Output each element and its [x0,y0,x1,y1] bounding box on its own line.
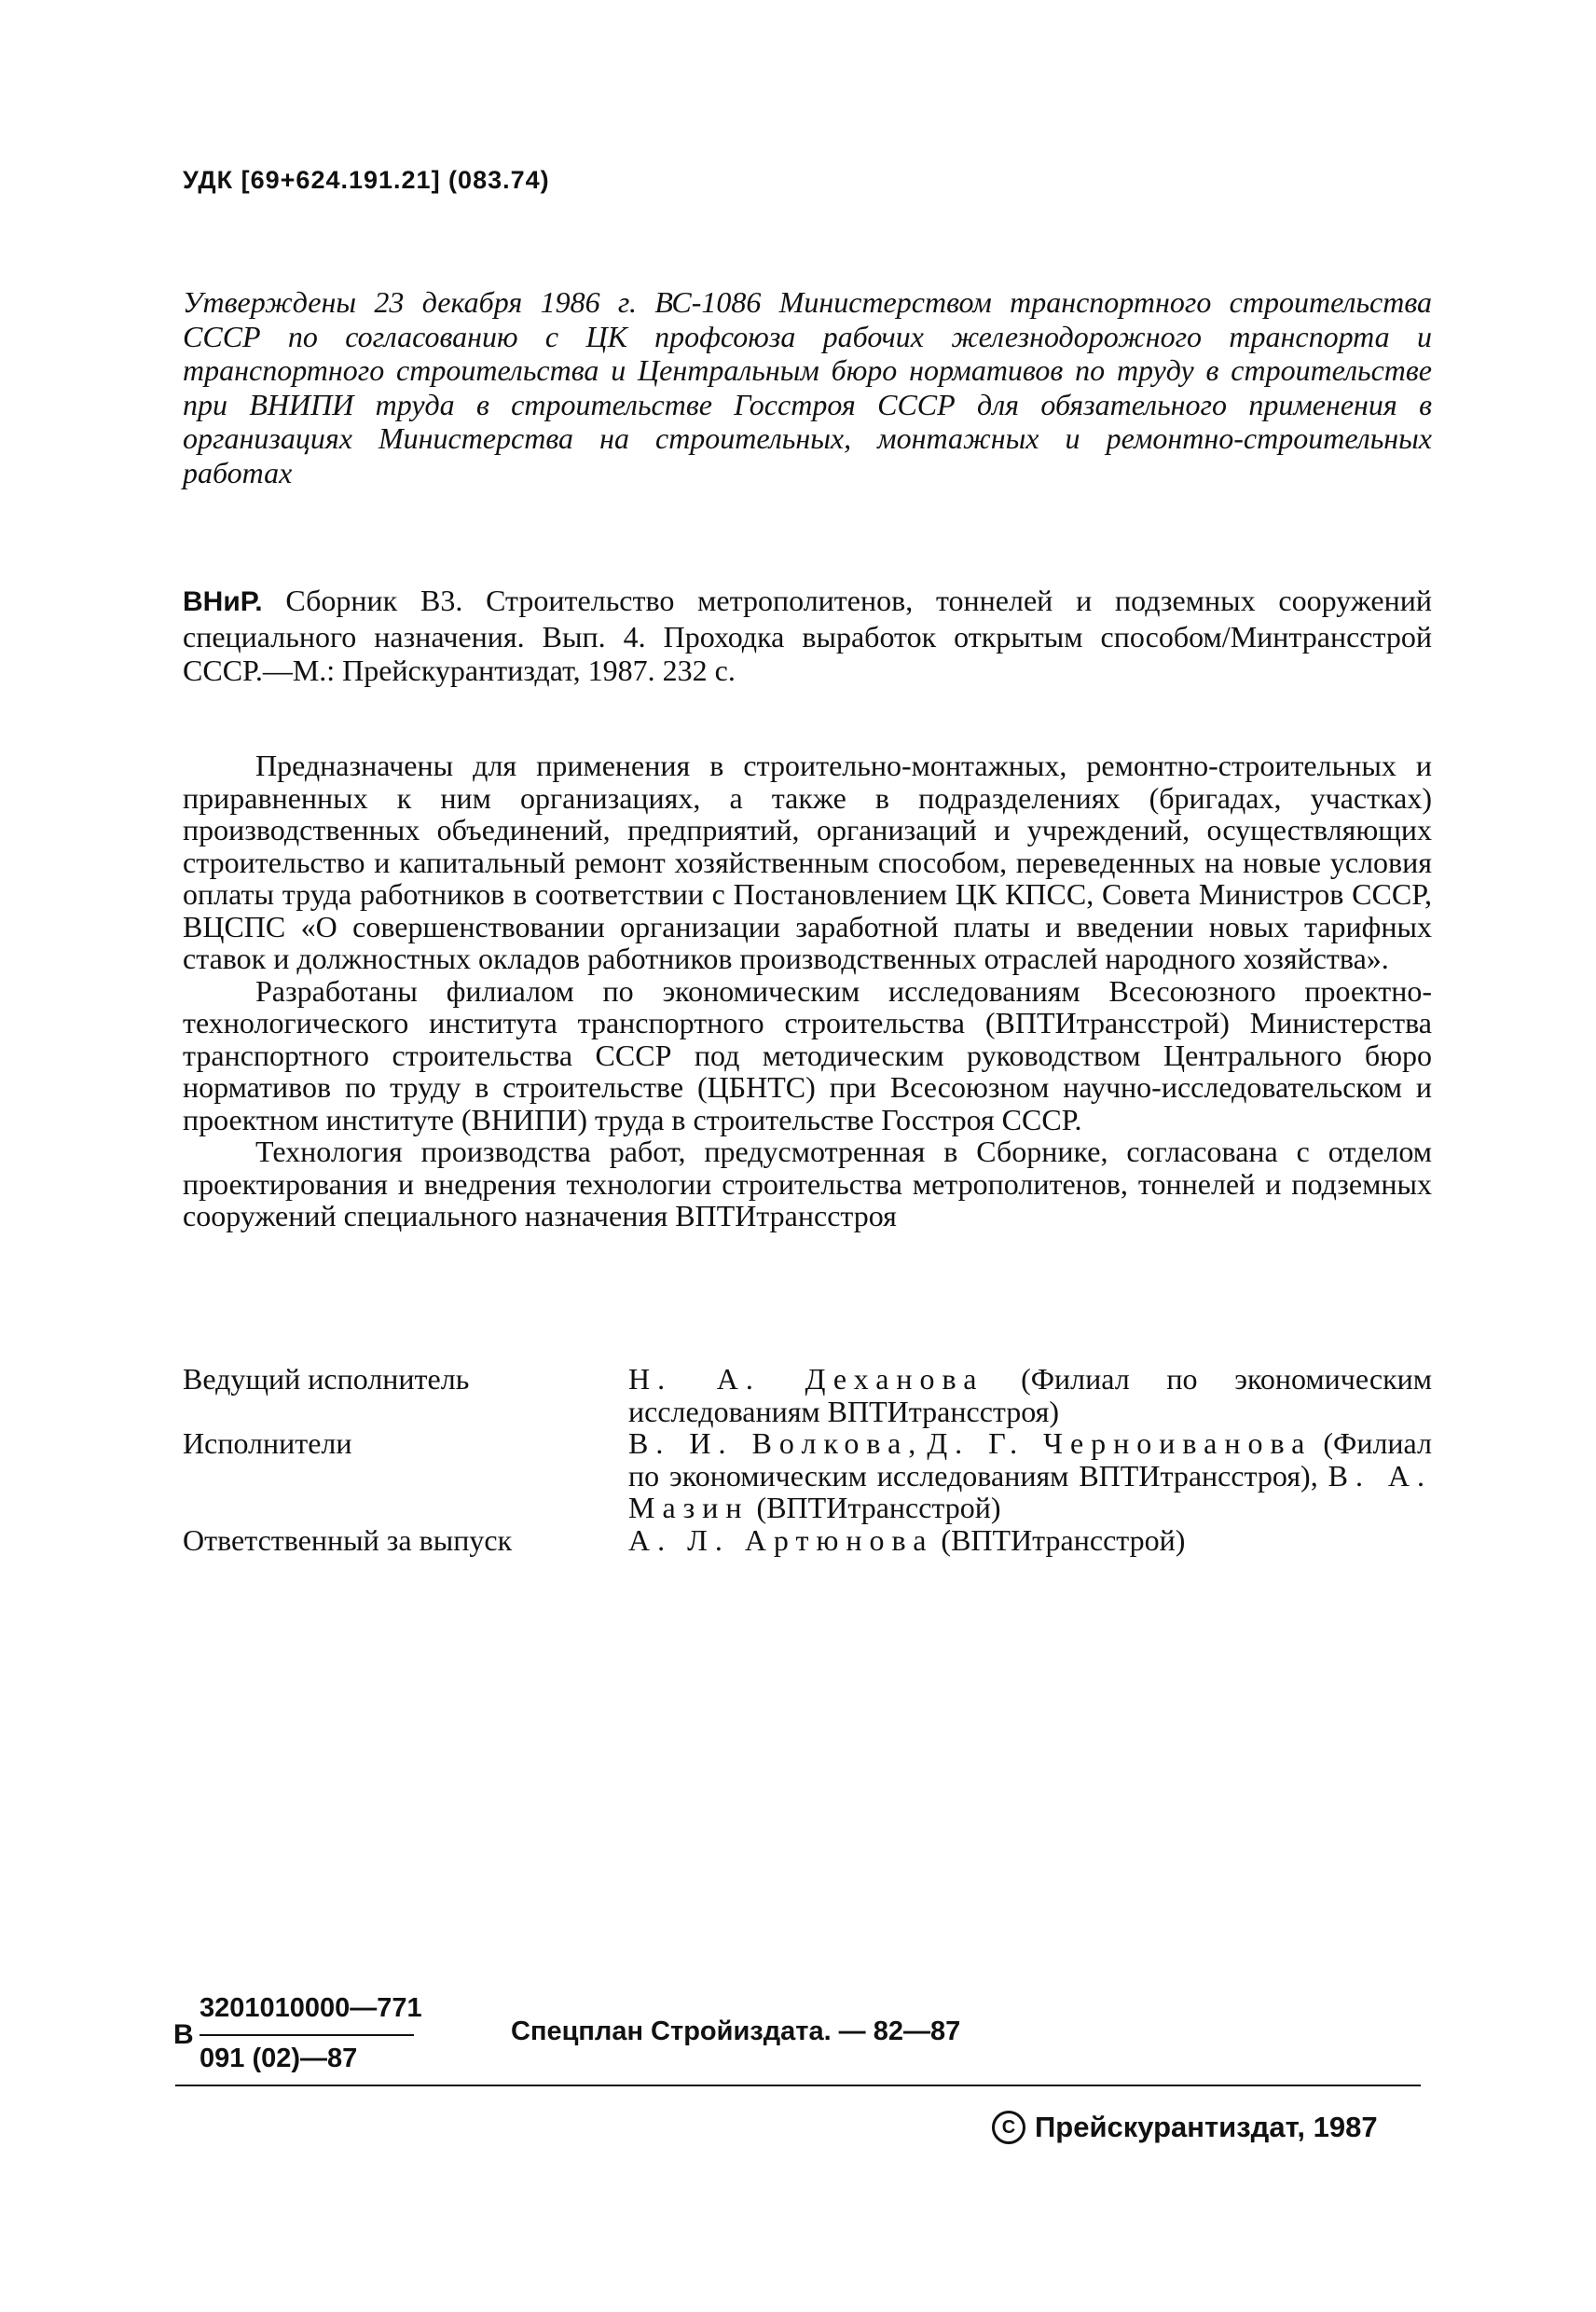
credit-value-responsible [628,1524,1432,1557]
catalog-denominator: 091 (02)—87 [200,2044,358,2073]
executor-name-1: В. И. Волкова [628,1426,909,1460]
responsible-name: А. Л. Артюнова [628,1522,934,1557]
credit-row-executors [183,1427,1432,1524]
bibliography-lead: ВНиР. [183,586,263,617]
executor-name-3: В. А. Мазин [628,1458,1433,1524]
udk-code: УДК [69+624.191.21] (083.74) [183,166,550,194]
copyright-icon: C [992,2111,1025,2144]
responsible-org: (ВПТИтрансстрой) [933,1522,1186,1557]
fraction-line [200,2034,414,2036]
catalog-letter: В [173,2019,194,2050]
approval-statement: Утверждены 23 декабря 1986 г. ВС-1086 Министерством транспортного строительства СССР по согласованию с ЦК профсоюза рабочих железнодорожного транспорта и транспортного строительства и Центральным бюро нормативов по труду в строительстве при ВНИПИ труда в строительстве Госстроя СССР для обязательного применения в организациях Министерства на строительных, монтажных и ремонтно-строительных работах [183,285,1432,489]
copyright-line [992,2111,1378,2144]
footer-divider [175,2085,1421,2086]
credit-row-lead [183,1363,1432,1427]
paragraph-technology: Технология производства работ, предусмотренная в Сборнике, согласована с отделом проектирования и внедрения технологии строительства метрополитенов, тоннелей и подземных сооружений специального назначения ВПТИтрансстроя [183,1135,1432,1232]
lead-executor-name: Н. А. Деханова [628,1362,984,1396]
credit-value-lead [628,1363,1432,1427]
lead-executor-org: (Филиал по экономическим исследованиям ВПТИтрансстроя) [628,1362,1433,1428]
copyright-text: Прейскурантиздат, 1987 [1035,2111,1378,2143]
credit-value-executors [628,1427,1432,1524]
credits-block [183,1363,1432,1556]
catalog-numerator: 3201010000—771 [200,1993,422,2023]
paragraph-developers: Разработаны филиалом по экономическим исследованиям Всесоюзного проектно-технологического института транспортного строительства (ВПТИтрансстрой) Министерства транспортного строительства СССР под методическим руководством Центрального бюро нормативов по труду в строительстве (ЦБНТС) при Всесоюзном научно-исследовательском и проектном институте (ВНИПИ) труда в строительстве Госстроя СССР. [183,973,1432,1136]
catalog-plan: Спецплан Стройиздата. — 82—87 [511,2016,961,2046]
annotation-body [183,750,1432,1232]
credit-role-executors: Исполнители [183,1426,352,1460]
bibliography-text: Сборник В3. Строительство метрополитенов, тоннелей и подземных сооружений специального назначения. Вып. 4. Проходка выработок открытым способом/Минтрансстрой СССР.—М.: Прейскурантиздат, 1987. 232 с. [183,584,1432,687]
credit-role-responsible: Ответственный за выпуск [183,1522,513,1557]
paragraph-purpose: Предназначены для применения в строительно-монтажных, ремонтно-строительных и приравненных к ним организациях, а также в подразделениях (бригадах, участках) производственных объединений, предприятий, организаций и учреждений, осуществляющих строительство и капитальный ремонт хозяйственным способом, переведенных на новые условия оплаты труда работников в соответствии с Постановлением ЦК КПСС, Совета Министров СССР, ВЦСПС «О совершенствовании организации заработной платы и введении новых тарифных ставок и должностных окладов работников производственных отраслей народного хозяйства». [183,749,1432,975]
executor-name-2: Д. Г. Черноиванова [927,1426,1313,1460]
catalog-fraction [200,1993,961,2073]
credit-row-responsible [183,1524,1432,1557]
bibliographic-description [183,584,1432,688]
executor-org: (Филиал по экономическим исследованиям ВПТИтрансстроя), [628,1426,1433,1493]
executor-separator: , [908,1426,928,1460]
credit-role-lead: Ведущий исполнитель [183,1362,470,1396]
executor-org-3: (ВПТИтрансстрой) [749,1491,1001,1524]
